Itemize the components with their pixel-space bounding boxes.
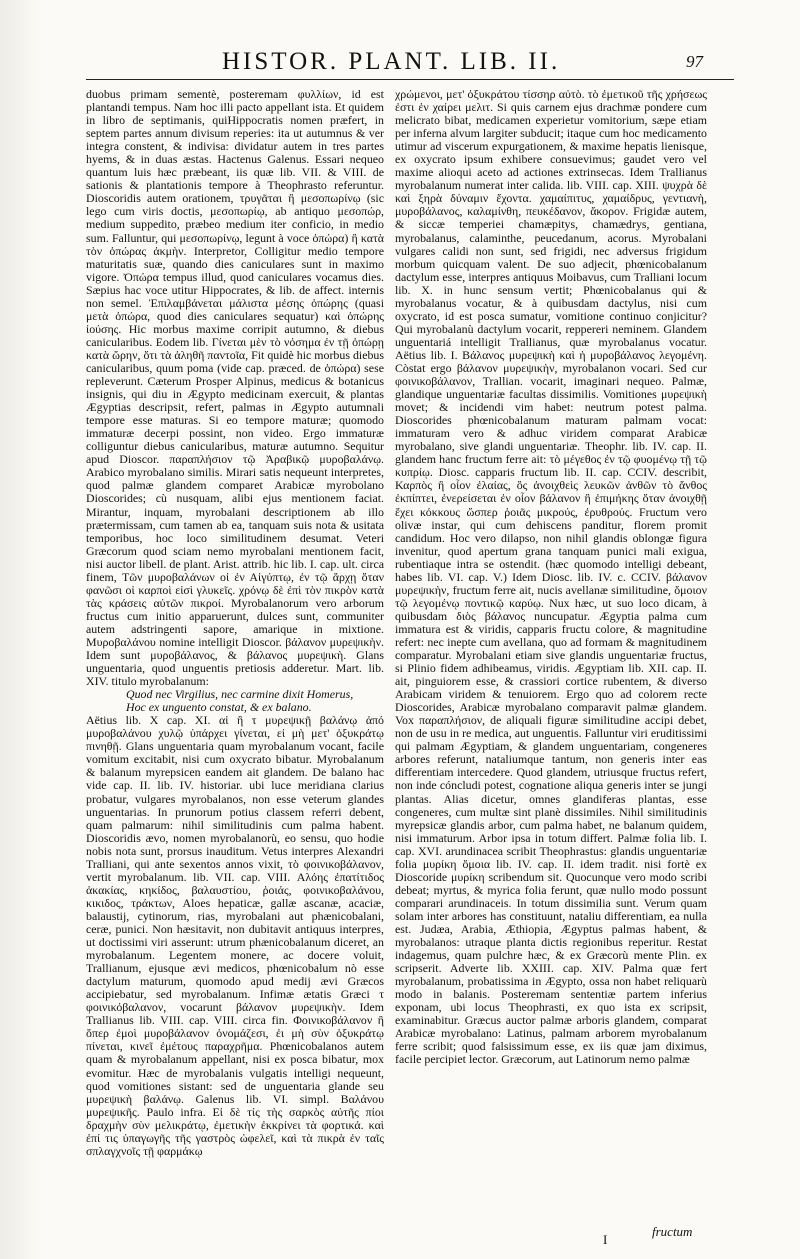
right-column <box>395 88 707 1224</box>
running-title: HISTOR. PLANT. LIB. II. <box>222 48 561 75</box>
right-paragraph-1: χρώμενοι, μετ' ὀξυκράτου τίσσηρ αὐτὸ. τὸ ἐμετικοῦ τῆς χρήσεως ἐστι ἐν χαίρει μελιτ. Si quis carnem ejus drachmæ pondere cum melicrato bibat, medicamen experietur vomitorium, sæpe etiam per inferna alvum largiter subducit; itaque cum hoc medicamento utimur ad viscerum expurgationem, & maxime hepatis lienisque, ex oxycrato ipsum exhibere consuevimus; gaudet vero vel maxime alioqui aceto ad actiones extrinsecas. Idem Trallianus myrobalanum numerat inter calida. lib. VIII. cap. XIII. ψυχρὰ δὲ καὶ ξηρὰ δύναμιν ἔχοντα. χαμαίπιτυς, χαμαίδρυς, γεντιανὴ, μυροβάλανος, καλαμίνθη, πευκέδανον, ἄκορον. Frigidæ autem, & siccæ temperiei chamæpitys, chamædrys, gentiana, myrobalanus, calaminthe, peucedanum, acorus. Myrobalani vulgares calidi non sunt, sed frigidi, nec adversus frigidum morbum quicquam valent. De suo adjecit, phœnicobalanum dactylum esse, interpres antiquus Moibavus, cum Tralliani locum lib. X. in hunc sensum vertit; Phœnicobalanus qui & myrobalanus vocatur, & à quibusdam dactylus, nisi cum oxycrato, id est posca sumatur, vomitione continuo conjicitur? Qui myrobalanù dactylum vocarit, reppereri neminem. Glandem unguentariá intelligit Trallianus, quæ myrobalanus vocatur. Aëtius lib. I. Βάλανος μυρεψικὴ καὶ ἡ μυροβάλανος λεγομένη. Còstat ergo βάλανον μυρεψικὴν, myrobalanon vocari. Sed cur φοινικοβάλανον, Trallian. vocarit, imaginari nequeo. Palmæ, glandique unguentariæ facultas dissimilis. Vomitiones μυρεψικὴ movet; & incidendi vim habet: neutrum potest palma. Dioscorides phœnicobalanum maturam palmam vocat: immaturam vero & adhuc viridem comparat Arabicæ myrobalano, sive glandi unguentariæ. Theophr. lib. IV. cap. II. glandem hanc fructum ferre ait: τὸ μέγεθος ἐν τῷ φυομένῳ τῇ τῷ κυπρίῳ. Diosc. capparis fructum lib. II. cap. CCIV. describit, Καρπὸς ἢ οἷον ἐλαίας, ὃς ἀνοιχθεὶς λευκῶν ἀνθῶν τὸ ἄνθος ἐκπίπτει, ἐνερείσεται ἐν οἷον βάλανον ἢ ἐπιμήκης ὅταν ἀνοιχθῇ ἔχει κόκκους ὥσπερ ῥοιᾶς μικρούς, ἐρυθρούς. Fructum vero olivæ instar, qui cum dehiscens panditur, florem promit candidum. Hoc vero dilapso, non nihil glandis oblongæ figura invenitur, quod apertum grana tanquam punici mali exigua, rubentiaque intra se ostendit. (hæc quomodo intelligi debeant, habes lib. VI. cap. V.) Idem Diosc. lib. IV. c. CCIV. βάλανον μυρεψικὴν, fructum ferre ait, nucis avellanæ similitudine, ὅμοιον τῷ λεγομένῳ ποντικῷ καρύῳ. Nux hæc, ut suo loco dicam, à quibusdam διὸς βάλανος nuncupatur. Ægyptia palma cum immatura est & viridis, capparis fructu colore, & magnitudine refert: nec inepte cum avellana, quo ad formam & magnitudinem comparatur. Myrobalani etiam sive glandis unguentariæ fructus, si Plinio fidem adhibeamus, viridis. Ægyptiam lib. XII. cap. II. ait, pinguiorem esse, & crassiori cortice rubentem, & diverso Arabicam viridem & tenuiorem. Ergo quo ad colorem recte Dioscorides, Arabicæ myrobalano comparavit palmæ glandem. Vox παραπλήσιον, de aliquali figuræ similitudine accipi debet, non de usu in re medica, aut unguentis. Falluntur viri eruditissimi qui palmam Ægyptiam, & glandem unguentariam, congeneres arbores referunt, nataliumque tantum, non generis inter eas differentiam intercedere. Quod glandem, utriusque fructus refert, non inde cóncludi potest, cognatione aliqua generis inter se jungi plantas. Alias dicetur, omnes glandiferas plantas, esse congeneres, cum multæ sint planè dissimiles. Nihil similitudinis myrepsicæ glandis arbor, cum palma habet, ne balanum quidem, nisi immaturum. Arbor ipsa in totum differt. Palmæ folia lib. I. cap. XVI. arundinacea scribit Theophrastus: glandis unguentariæ folia μυρίκη ὅμοια lib. IV. cap. II. idem tradit. nisi fortè ex Dioscoride μυρίκη scribendum sit. Quocunque vero modo scribi debeat; myrtus, & myrica folia ferunt, quæ nullo modo possunt comparari arundinaceis. In totum dissimilia sunt. Verum quam solam inter arbores has constituunt, nataliu differentiam, ea nulla est. Judæa, Arabia, Æthiopia, Ægyptus palmas habent, & myrobalanos: utraque planta dictis regionibus reperitur. Restat indagemus, quam pulchre hæc, & ex Græcorù mente Plin. ex scripserit. Adverte lib. XXIII. cap. XIV. Palma quæ fert myrobalanum, probatissima in Ægypto, ossa non habet reliquarù modo in balanis. Posteremam sententiæ partem inferius exponam, ubi locus Theophrasti, ex quo ista ex scripsit, examinabitur. Græcus auctor palmæ arboris glandem, comparat Arabicæ myrobalano: Latinus, palmam arborem myrobalanum ferre scribit; quod falsissimum esse, ex iis quæ jam diximus, facile percipiet lector. Græcorum, aut Latinorum nemo palmæ <box>395 88 707 1067</box>
verse-line-2: Hoc ex unguento constat, & ex balano. <box>126 700 312 715</box>
header-rule <box>86 79 734 80</box>
left-column <box>86 88 384 1224</box>
catchword: fructum <box>652 1224 693 1239</box>
left-paragraph-2: Aëtius lib. X cap. XI. αἱ ἢ τ μυρεψικῇ βαλάνῳ ἀπό μυροβαλάνου χυλῷ ὑπάρχει γίνεται, εἰ μὴ μετ' ὀξυκράτῳ πινηθῇ. Glans unguentaria quam myrobalanum vocant, facile vomitum excitabit, nisi cum oxycrato bibatur. Myrobalanum & balanum myrepsicen eandem ait glandem. De balano hac vide cap. II. lib. IV. historiar. ubi luce meridiana clarius probatur, vulgares myrobalanos, non esse veterum glandes unguentarias. In prunorum potius classem referri debent, quam palmarum: nihil similitudinis cum palma habent. Dioscoridis ævo, nomen myrobalanorù, eo sensu, quo hodie nobis nota sunt, prorsus inauditum. Vetus interpres Alexandri Tralliani, qui ante sexentos annos vixit, τὸ φοινικοβάλανον, vertit myrobalanum. lib. VII. cap. VIII. Αλόης ἐπατίτιδος ἀκακίας, κηκίδος, βαλαυστίου, ῥοιάς, φοινικοβαλάνου, κικιδος, τράκτων, Aloes hepaticæ, gallæ ascanæ, acaciæ, balaustij, cytinorum, rias, myrobalani aut phænicobalani, ceræ, punici. Non hæsitavit, non dubitavit antiquus interpres, ut doctissimi viri asserunt: utrum phænicobalanum diceret, an myrobalanum. Legentem monere, ac docere voluit, Trallianum, ejusque ævi medicos, phœnicobalum nò esse dactylum maturum, quomodo apud medij ævi Græcos accipiebatur, sed myrobalanum. Infimæ ætatis Græci τ φοινικόβαλανον, vocarunt βάλανον μυρεψικὴν. Idem Trallianus lib. VIII. cap. VIII. circa fin. Φοινικοβάλανον ἢ ὅπερ ἐμοὶ μυροβάλανον ὀνομάζεσι, ἐι μὴ σὺν ὀξυκράτῳ πίνεται, κινεῖ ἐμέτους παραχρῆμα. Phœnicobalanos autem quam & myrobalanum appellant, nisi ex posca bibatur, mox evomitur. Hæc de myrobalanis vulgatis intelligi nequeunt, quod vomitiones sistant: sed de unguentaria glande seu μυρεψικὴ βαλάνῳ. Galenus lib. VI. simpl. Βαλάνου μυρεψικῆς. Paulo infra. Εἰ δὲ τίς τὴς σαρκὸς αὐτῆς πίοι δραχμὴν σὺν μελικράτῳ, ἐμετικὴν ἐκκρίνει τὰ φορτικά. καὶ ἐπί τις ὑπαγωγῆς τῆς γαστρὸς ὠφελεῖ, καὶ τὰ πικρὰ ἐν ταῖς σπλαγχνοῖς τῇ φαρμάκῳ <box>86 713 384 1158</box>
page-header <box>0 48 800 78</box>
gutter-shadow <box>0 0 40 1259</box>
left-paragraph-1: duobus primam sementè, posteremam φυλλίων, id est plantandi tempus. Nam hoc illi pacto appellant ista. Et quidem in libro de septimanis, quiHippocratis nomen præfert, in septem partes annum divisum reperies: ita ut autumnus & ver integra constent, & indivisa: dividatur autem in tres partes hyems, & in duas æstas. Hactenus Galenus. Essari nequeo quantum luis hæc præbeant, iis quæ lib. VII. & VIII. de sationis & plantationis tempore à Theophrasto referuntur. Dioscoridis autem orationem, τρυγᾶται ἢ μεσοπωρίνῳ (sic lego cum viris doctis, μεσοπωρίῳ, ab antiquo μεσοπώρ, medium suppedito, præbeo medium iter conficio, in medio sum. Falluntur, qui μεσοπωρίνῳ, legunt à voce ὀπώρα) ἢ κατὰ τὸν ὀπώρας ἀκμὴν. Interpretor, Colligitur medio tempore maturitatis suæ, quando dies caniculares sunt in maximo vigore. Ὀπώρα tempus illud, quod caniculares vocamus dies. Sæpius hac voce utitur Hippocrates, & lib. de affect. internis non semel. Ἐπιλαμβάνεται μάλιστα μέσης ὀπώρης (quasi μετὰ ὀπώρα, quod dies caniculares sequatur) καὶ ὀπώρης ἰούσης. Hic morbus maxime corripit autumno, & diebus canicularibus. Eodem lib. Γίνεται μὲν τὸ νόσημα ἐν τῇ ὀπώρῃ κατὰ ὥρην, ὅτι τὰ ἀληθῆ παντοῖα, Fit quidè hic morbus diebus canicularibus, quum poma (vide cap. præced. de ὀπώρα) sese repleverunt. Cæterum Prosper Alpinus, medicus & botanicus insignis, qui diu in Ægypto medicinam exercuit, & plantas Ægyptias descripsit, refert, palmas in Ægypto autumnali tempore esse maturas. Si eo tempore maturæ; quomodo immaturæ decerpi possint, non video. Ergo immaturæ colliguntur diebus canicularibus, maturæ autumno. Sequitur apud Dioscor. παραπλήσιον τῷ Ἀραβικῷ μυροβαλάνῳ. Arabico myrobalano similis. Mirari satis nequeunt interpretes, quod palmæ glandem comparet Arabicæ myrobolano Dioscorides; cù nusquam, alibi ejus mentionem faciat. Mirantur, inquam, myrobalani descriptionem ab illo prætermissam, cum tamen ab ea, tanquam suis nota & usitata temporibus, hoc loco similitudinem desumat. Veteri Græcorum quod sciam nemo myrobalani mentionem facit, nisi auctor libell. de plant. Arist. attrib. hic lib. I. cap. ult. circa finem, Τῶν μυροβαλάνων οἱ ἐν Αἰγύπτῳ, ἐν τῷ ἄρχῃ ὅταν φανῶσι οἱ καρποὶ εἰσὶ γλυκεῖς. χρόνῳ δὲ ἐπὶ τὸν πικρὸν κατὰ τὰς κράσεις αὐτῶν πικροί. Myrobalanorum vero arborum fructus cum initio apparuerunt, dulces sunt, communiter autem adstringenti sapore, amarique in mixtione. Μυροβαλάνου nomine intelligit Dioscor. βάλανον μυρεψικὴν. Idem sunt μυροβάλανος, & βάλανος μυρεψικὴ. Glans unguentaria, quod unguentis pretiosis adderetur. Mart. lib. XIV. titulo myrobalanum: <box>86 88 384 689</box>
signature-mark: I <box>603 1232 608 1247</box>
page-number: 97 <box>686 52 703 71</box>
verse-line-1: Quod nec Virgilius, nec carmine dixit Homerus, <box>126 687 354 702</box>
